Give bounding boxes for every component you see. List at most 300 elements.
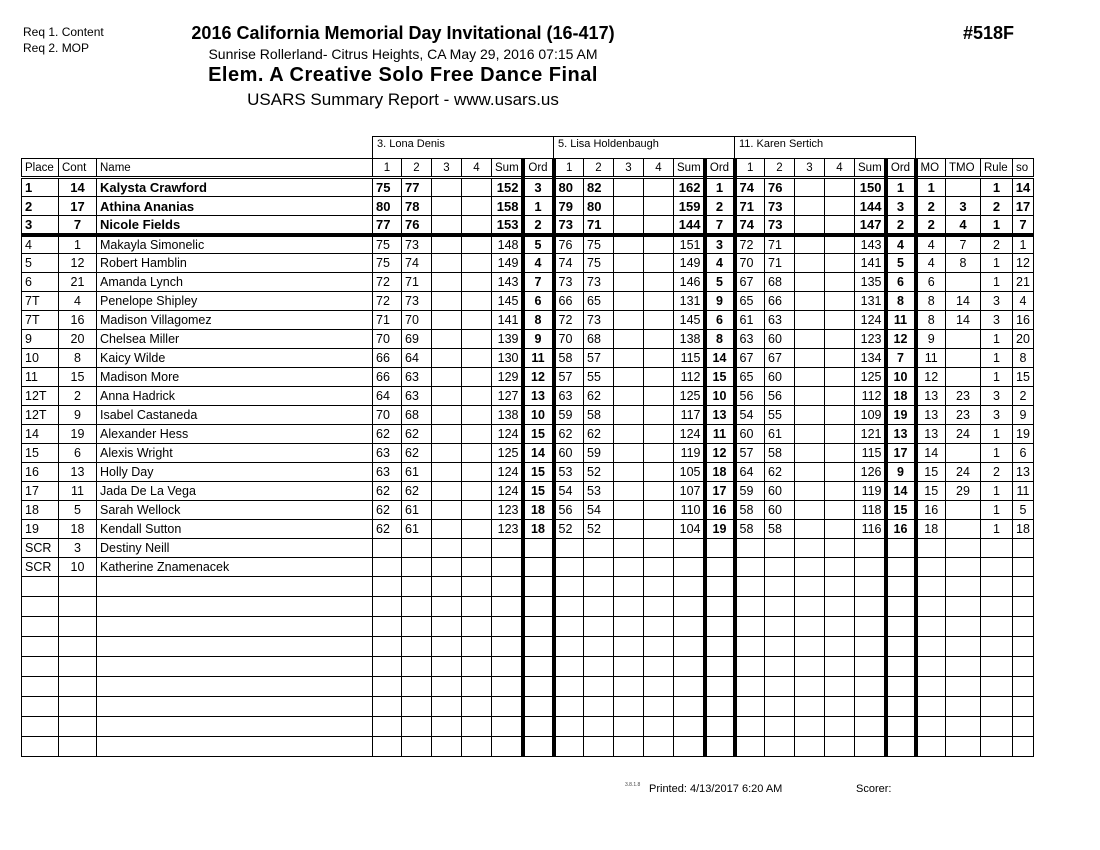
blank-cell [795, 597, 825, 617]
judge1-mark4-cell [462, 387, 492, 406]
judge3-ordinal-cell: 1 [886, 178, 916, 197]
judge3-mark3-cell [795, 349, 825, 368]
blank-cell [402, 737, 432, 757]
judge1-mark4-cell [462, 292, 492, 311]
skater-name-cell: Chelsea Miller [97, 330, 373, 349]
blank-cell [886, 577, 916, 597]
blank-cell [59, 737, 97, 757]
judge1-mark4-cell [462, 216, 492, 235]
judge1-mark1-cell: 71 [373, 311, 402, 330]
judge3-mark2-cell: 66 [765, 292, 795, 311]
tmo-cell: 23 [946, 387, 981, 406]
blank-cell [946, 697, 981, 717]
judge2-mark3-cell [614, 197, 644, 216]
judge2-mark4-cell [644, 558, 674, 577]
judge1-mark1-cell [373, 539, 402, 558]
blank-cell [674, 697, 705, 717]
judge1-sum-cell: 139 [492, 330, 523, 349]
skater-name-cell: Robert Hamblin [97, 254, 373, 273]
judge3-mark4-cell [825, 387, 855, 406]
blank-cell [22, 677, 59, 697]
contestant-number-cell: 13 [59, 463, 97, 482]
blank-cell [1013, 577, 1034, 597]
header-judge3-mark3: 3 [795, 159, 825, 178]
header-judge2-mark4: 4 [644, 159, 674, 178]
blank-cell [402, 617, 432, 637]
judge3-mark4-cell [825, 197, 855, 216]
judge2-mark2-cell: 57 [584, 349, 614, 368]
blank-cell [462, 737, 492, 757]
header-judge3-mark1: 1 [735, 159, 765, 178]
contestant-number-cell: 20 [59, 330, 97, 349]
blank-cell [97, 697, 373, 717]
tmo-cell: 7 [946, 235, 981, 254]
blank-cell [462, 617, 492, 637]
judge2-mark1-cell: 58 [554, 349, 584, 368]
blank-cell [432, 737, 462, 757]
judge1-mark3-cell [432, 292, 462, 311]
judge3-mark3-cell [795, 254, 825, 273]
judge3-sum-cell: 118 [855, 501, 886, 520]
blank-cell [523, 637, 554, 657]
contestant-number-cell: 2 [59, 387, 97, 406]
header-name: Name [97, 159, 373, 178]
tmo-cell [946, 444, 981, 463]
judge1-mark4-cell [462, 539, 492, 558]
judge2-mark4-cell [644, 501, 674, 520]
judge1-mark4-cell [462, 463, 492, 482]
header-so: so [1013, 159, 1034, 178]
blank-cell [554, 577, 584, 597]
judge3-mark1-cell: 74 [735, 178, 765, 197]
judge3-sum-cell [855, 539, 886, 558]
judge3-mark3-cell [795, 539, 825, 558]
header-judge1-mark3: 3 [432, 159, 462, 178]
blank-cell [402, 717, 432, 737]
judge1-mark4-cell [462, 482, 492, 501]
judge2-mark3-cell [614, 444, 644, 463]
judge3-mark3-cell [795, 406, 825, 425]
judge3-mark4-cell [825, 482, 855, 501]
tmo-cell [946, 520, 981, 539]
judge3-mark1-cell: 64 [735, 463, 765, 482]
blank-cell [492, 697, 523, 717]
judge2-mark3-cell [614, 273, 644, 292]
judge2-mark1-cell: 57 [554, 368, 584, 387]
blank-cell [981, 657, 1013, 677]
skater-name-cell: Kaicy Wilde [97, 349, 373, 368]
judge2-ordinal-cell: 9 [705, 292, 735, 311]
blank-cell [22, 577, 59, 597]
contestant-number-cell: 21 [59, 273, 97, 292]
so-cell: 4 [1013, 292, 1034, 311]
judge1-mark2-cell: 61 [402, 501, 432, 520]
blank-cell [916, 577, 946, 597]
so-cell: 1 [1013, 235, 1034, 254]
blank-cell [492, 617, 523, 637]
tmo-cell: 24 [946, 463, 981, 482]
judge3-mark3-cell [795, 482, 825, 501]
blank-cell [981, 717, 1013, 737]
blank-cell [825, 657, 855, 677]
blank-cell [554, 637, 584, 657]
so-cell: 5 [1013, 501, 1034, 520]
judge2-mark3-cell [614, 406, 644, 425]
judge2-mark4-cell [644, 216, 674, 235]
judge1-mark3-cell [432, 558, 462, 577]
blank-cell [946, 737, 981, 757]
judge1-mark3-cell [432, 330, 462, 349]
blank-cell [584, 697, 614, 717]
blank-cell [735, 617, 765, 637]
judge-header-2: 5. Lisa Holdenbaugh [553, 136, 735, 158]
mo-cell: 13 [916, 387, 946, 406]
judge1-mark1-cell: 63 [373, 463, 402, 482]
judge1-sum-cell: 124 [492, 463, 523, 482]
blank-cell [1013, 677, 1034, 697]
blank-cell [584, 597, 614, 617]
scorer-label: Scorer: [856, 783, 892, 795]
judge3-sum-cell: 115 [855, 444, 886, 463]
judge3-mark2-cell: 58 [765, 444, 795, 463]
blank-cell [432, 577, 462, 597]
judge1-mark1-cell: 75 [373, 254, 402, 273]
blank-cell [644, 717, 674, 737]
judge2-mark4-cell [644, 273, 674, 292]
blank-cell [765, 697, 795, 717]
tmo-cell [946, 501, 981, 520]
judge3-mark3-cell [795, 311, 825, 330]
judge3-mark2-cell: 62 [765, 463, 795, 482]
header-judge3-mark2: 2 [765, 159, 795, 178]
judge1-mark3-cell [432, 368, 462, 387]
blank-cell [705, 717, 735, 737]
rule-cell [981, 539, 1013, 558]
place-cell: 4 [22, 235, 59, 254]
judge2-sum-cell: 125 [674, 387, 705, 406]
judge1-mark2-cell: 63 [402, 368, 432, 387]
judge3-mark3-cell [795, 368, 825, 387]
judge1-mark4-cell [462, 254, 492, 273]
mo-cell: 13 [916, 425, 946, 444]
blank-cell [59, 677, 97, 697]
judge3-mark1-cell: 65 [735, 368, 765, 387]
judge3-mark3-cell [795, 216, 825, 235]
judge3-mark3-cell [795, 558, 825, 577]
judge1-ordinal-cell: 8 [523, 311, 554, 330]
blank-cell [916, 737, 946, 757]
judge2-ordinal-cell: 6 [705, 311, 735, 330]
blank-cell [59, 657, 97, 677]
judge1-mark4-cell [462, 311, 492, 330]
judge1-mark1-cell: 62 [373, 482, 402, 501]
judge3-sum-cell [855, 558, 886, 577]
blank-cell [644, 697, 674, 717]
tmo-cell [946, 349, 981, 368]
blank-cell [705, 697, 735, 717]
judge2-sum-cell: 162 [674, 178, 705, 197]
judge1-mark3-cell [432, 216, 462, 235]
skater-name-cell: Kendall Sutton [97, 520, 373, 539]
header-judge1-ord: Ord [523, 159, 554, 178]
skater-name-cell: Sarah Wellock [97, 501, 373, 520]
judge2-mark3-cell [614, 349, 644, 368]
judge1-mark1-cell: 66 [373, 349, 402, 368]
judge3-mark4-cell [825, 235, 855, 254]
blank-cell [735, 597, 765, 617]
blank-cell [855, 697, 886, 717]
judge1-sum-cell: 127 [492, 387, 523, 406]
contestant-number-cell: 14 [59, 178, 97, 197]
judge1-mark4-cell [462, 368, 492, 387]
table-row [22, 311, 1034, 330]
judge1-sum-cell: 123 [492, 520, 523, 539]
judge3-ordinal-cell: 15 [886, 501, 916, 520]
blank-cell [705, 617, 735, 637]
event-title: Elem. A Creative Solo Free Dance Final [208, 64, 598, 86]
place-cell: 1 [22, 178, 59, 197]
blank-row [22, 637, 1034, 657]
judge2-mark1-cell: 66 [554, 292, 584, 311]
blank-cell [735, 637, 765, 657]
judge2-mark2-cell: 52 [584, 520, 614, 539]
judge1-mark4-cell [462, 178, 492, 197]
judge3-mark4-cell [825, 501, 855, 520]
blank-cell [523, 697, 554, 717]
judge3-mark2-cell: 76 [765, 178, 795, 197]
judge2-sum-cell: 115 [674, 349, 705, 368]
skater-name-cell: Penelope Shipley [97, 292, 373, 311]
so-cell: 8 [1013, 349, 1034, 368]
judge2-sum-cell: 104 [674, 520, 705, 539]
judge2-ordinal-cell: 4 [705, 254, 735, 273]
table-row [22, 235, 1034, 254]
rule-cell: 2 [981, 463, 1013, 482]
judge3-mark2-cell: 73 [765, 216, 795, 235]
judge2-mark2-cell: 65 [584, 292, 614, 311]
header-mo: MO [916, 159, 946, 178]
place-cell: 6 [22, 273, 59, 292]
blank-cell [22, 657, 59, 677]
judge3-ordinal-cell [886, 539, 916, 558]
judge3-sum-cell: 121 [855, 425, 886, 444]
blank-cell [674, 577, 705, 597]
blank-cell [795, 617, 825, 637]
judge3-ordinal-cell: 7 [886, 349, 916, 368]
judge2-ordinal-cell: 16 [705, 501, 735, 520]
judge3-sum-cell: 141 [855, 254, 886, 273]
blank-cell [981, 677, 1013, 697]
judge1-sum-cell: 125 [492, 444, 523, 463]
judge2-mark2-cell: 68 [584, 330, 614, 349]
judge3-mark3-cell [795, 501, 825, 520]
judge2-mark3-cell [614, 330, 644, 349]
judge2-mark1-cell: 60 [554, 444, 584, 463]
judge3-mark3-cell [795, 197, 825, 216]
judge2-mark4-cell [644, 235, 674, 254]
place-cell: 2 [22, 197, 59, 216]
blank-cell [674, 637, 705, 657]
blank-cell [886, 717, 916, 737]
blank-cell [705, 657, 735, 677]
blank-cell [946, 677, 981, 697]
contestant-number-cell: 3 [59, 539, 97, 558]
tmo-cell [946, 539, 981, 558]
judge1-mark1-cell: 72 [373, 292, 402, 311]
blank-cell [886, 697, 916, 717]
contestant-number-cell: 11 [59, 482, 97, 501]
judge1-sum-cell [492, 558, 523, 577]
header-tmo: TMO [946, 159, 981, 178]
judge1-mark4-cell [462, 349, 492, 368]
software-version: 3.8.1.8 [625, 782, 641, 788]
judge3-ordinal-cell: 4 [886, 235, 916, 254]
blank-cell [554, 617, 584, 637]
judge1-mark2-cell: 61 [402, 463, 432, 482]
judge1-mark1-cell: 75 [373, 178, 402, 197]
rule-cell: 1 [981, 444, 1013, 463]
judge1-mark3-cell [432, 520, 462, 539]
judge3-mark2-cell: 71 [765, 235, 795, 254]
blank-cell [674, 657, 705, 677]
judge3-mark2-cell: 68 [765, 273, 795, 292]
judge3-mark1-cell [735, 539, 765, 558]
blank-cell [614, 737, 644, 757]
judge3-ordinal-cell: 14 [886, 482, 916, 501]
blank-cell [492, 737, 523, 757]
blank-cell [981, 577, 1013, 597]
blank-cell [825, 637, 855, 657]
blank-cell [1013, 697, 1034, 717]
judge1-sum-cell: 143 [492, 273, 523, 292]
judge2-ordinal-cell: 12 [705, 444, 735, 463]
blank-cell [373, 737, 402, 757]
blank-cell [22, 597, 59, 617]
blank-cell [523, 657, 554, 677]
blank-cell [462, 597, 492, 617]
judge1-ordinal-cell: 9 [523, 330, 554, 349]
judge2-mark1-cell: 56 [554, 501, 584, 520]
blank-cell [614, 697, 644, 717]
blank-cell [765, 717, 795, 737]
blank-cell [584, 737, 614, 757]
judge2-mark1-cell [554, 558, 584, 577]
header-judge2-mark3: 3 [614, 159, 644, 178]
judge2-ordinal-cell: 17 [705, 482, 735, 501]
blank-cell [946, 717, 981, 737]
judge1-mark1-cell: 70 [373, 330, 402, 349]
judge1-ordinal-cell: 2 [523, 216, 554, 235]
judge1-ordinal-cell: 3 [523, 178, 554, 197]
blank-cell [373, 617, 402, 637]
rule-cell: 1 [981, 349, 1013, 368]
judge3-mark2-cell: 60 [765, 482, 795, 501]
blank-cell [825, 677, 855, 697]
blank-cell [614, 717, 644, 737]
blank-cell [946, 577, 981, 597]
place-cell: SCR [22, 558, 59, 577]
judge3-mark1-cell: 67 [735, 349, 765, 368]
judge3-mark3-cell [795, 387, 825, 406]
venue-date: Sunrise Rollerland- Citrus Heights, CA May 29, 2016 07:15 AM [208, 46, 598, 62]
judge3-ordinal-cell: 18 [886, 387, 916, 406]
blank-cell [825, 617, 855, 637]
blank-cell [674, 597, 705, 617]
blank-cell [402, 657, 432, 677]
header-judge2-mark1: 1 [554, 159, 584, 178]
judge2-mark1-cell: 54 [554, 482, 584, 501]
judge1-mark3-cell [432, 539, 462, 558]
blank-cell [795, 737, 825, 757]
contestant-number-cell: 6 [59, 444, 97, 463]
rule-cell [981, 558, 1013, 577]
judge1-mark4-cell [462, 425, 492, 444]
judge1-ordinal-cell [523, 539, 554, 558]
tmo-cell: 24 [946, 425, 981, 444]
blank-row [22, 717, 1034, 737]
tmo-cell [946, 330, 981, 349]
mo-cell: 9 [916, 330, 946, 349]
blank-cell [614, 577, 644, 597]
judge3-sum-cell: 126 [855, 463, 886, 482]
judge3-ordinal-cell: 2 [886, 216, 916, 235]
judge2-mark3-cell [614, 425, 644, 444]
judge2-mark3-cell [614, 368, 644, 387]
header-judge2-mark2: 2 [584, 159, 614, 178]
judge3-ordinal-cell [886, 558, 916, 577]
blank-cell [432, 697, 462, 717]
blank-cell [97, 577, 373, 597]
judge3-mark4-cell [825, 539, 855, 558]
blank-row [22, 677, 1034, 697]
judge3-mark3-cell [795, 520, 825, 539]
rule-cell: 1 [981, 330, 1013, 349]
judge2-mark1-cell: 79 [554, 197, 584, 216]
tmo-cell [946, 368, 981, 387]
blank-cell [373, 577, 402, 597]
tmo-cell [946, 558, 981, 577]
judge3-mark3-cell [795, 292, 825, 311]
judge1-mark2-cell: 73 [402, 292, 432, 311]
judge2-sum-cell: 159 [674, 197, 705, 216]
blank-cell [22, 697, 59, 717]
judge2-mark4-cell [644, 387, 674, 406]
judge1-ordinal-cell: 7 [523, 273, 554, 292]
rule-cell: 1 [981, 482, 1013, 501]
blank-row [22, 737, 1034, 757]
judge1-mark1-cell: 70 [373, 406, 402, 425]
judge3-mark4-cell [825, 406, 855, 425]
blank-cell [523, 677, 554, 697]
blank-cell [1013, 717, 1034, 737]
judge2-mark4-cell [644, 463, 674, 482]
mo-cell: 14 [916, 444, 946, 463]
judge3-mark4-cell [825, 425, 855, 444]
judge3-mark1-cell [735, 558, 765, 577]
so-cell: 18 [1013, 520, 1034, 539]
judge3-sum-cell: 147 [855, 216, 886, 235]
judge2-mark3-cell [614, 216, 644, 235]
judge3-mark4-cell [825, 216, 855, 235]
place-cell: 5 [22, 254, 59, 273]
judge1-sum-cell: 130 [492, 349, 523, 368]
judge2-mark4-cell [644, 520, 674, 539]
place-cell: 3 [22, 216, 59, 235]
skater-name-cell: Isabel Castaneda [97, 406, 373, 425]
judge3-mark1-cell: 60 [735, 425, 765, 444]
judge1-ordinal-cell: 12 [523, 368, 554, 387]
judge1-mark2-cell: 76 [402, 216, 432, 235]
